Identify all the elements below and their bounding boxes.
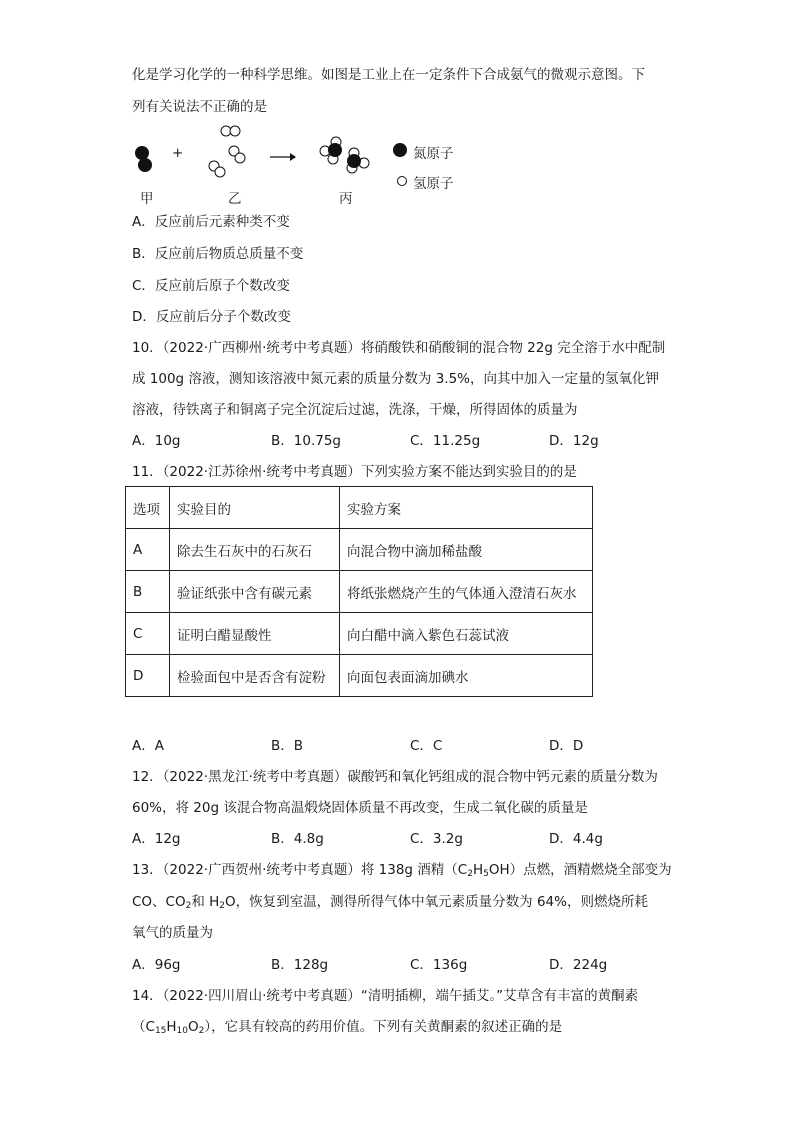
q14-subscript: 10 xyxy=(176,1026,188,1036)
row-d-plan: 向面包表面滴加碘水 xyxy=(340,655,593,697)
q11-option-c: C．C xyxy=(410,738,443,754)
ammonia-synthesis-diagram xyxy=(120,120,480,210)
q13-option-d: D．224g xyxy=(549,957,608,973)
legend-hydrogen-label: 氢原子 xyxy=(413,176,454,192)
q10-option-a: A．10g xyxy=(132,433,181,449)
q9-option-c: C．反应前后原子个数改变 xyxy=(132,278,290,294)
q13-subscript: 2 xyxy=(219,901,226,911)
q11-option-d: D．D xyxy=(549,738,584,754)
q9-stem-line1: 化是学习化学的一种科学思维。如图是工业上在一定条件下合成氨气的微观示意图。下 xyxy=(132,67,645,83)
row-a-plan: 向混合物中滴加稀盐酸 xyxy=(340,529,593,571)
row-b-plan: 将纸张燃烧产生的气体通入澄清石灰水 xyxy=(340,571,593,613)
q11-option-b: B．B xyxy=(271,738,304,754)
q12-option-d: D．4.4g xyxy=(549,831,603,847)
header-purpose: 实验目的 xyxy=(170,487,340,529)
q13-stem-line1 xyxy=(132,861,672,879)
q12-option-b: B．4.8g xyxy=(271,831,324,847)
q13-subscript: 2 xyxy=(467,869,473,879)
q13-line1-text-e: OH）点燃，酒精燃烧全部变为 xyxy=(488,862,672,878)
q13-line2-text-a: CO、CO xyxy=(132,894,186,910)
q12-option-a: A．12g xyxy=(132,831,181,847)
q9-stem-line2: 列有关说法不正确的是 xyxy=(132,99,267,115)
q14-stem-line2 xyxy=(132,1018,562,1036)
ammonia-molecules-icon xyxy=(320,137,369,173)
q12-stem-line1: 12．（2022·黑龙江·统考中考真题）碳酸钙和氧化钙组成的混合物中钙元素的质量分数为 xyxy=(132,769,658,785)
q11-option-a: A．A xyxy=(132,738,164,754)
q13-subscript: 5 xyxy=(483,869,489,879)
q13-line2-text-c: 和 H xyxy=(191,894,220,910)
q10-option-d: D．12g xyxy=(549,433,599,449)
q13-subscript: 2 xyxy=(185,901,192,911)
q13-line1-text-c: H xyxy=(472,862,484,878)
q10-option-b: B．10.75g xyxy=(271,433,341,449)
row-a-option: A xyxy=(126,529,170,571)
header-option: 选项 xyxy=(126,487,170,529)
q10-option-c: C．11.25g xyxy=(410,433,481,449)
q9-option-d: D．反应前后分子个数改变 xyxy=(132,309,291,325)
q14-line2-text-a: （C xyxy=(132,1019,155,1035)
table-header-row xyxy=(126,487,593,529)
legend-nitrogen-label: 氮原子 xyxy=(413,146,454,162)
table-row xyxy=(126,529,593,571)
header-plan: 实验方案 xyxy=(340,487,593,529)
q14-line2-text-e: O xyxy=(188,1019,199,1035)
q9-option-b: B．反应前后物质总质量不变 xyxy=(132,246,304,262)
q13-line2-text-e: O，恢复到室温，测得所得气体中氧元素质量分数为 64%，则燃烧所耗 xyxy=(225,894,648,910)
row-c-plan: 向白醋中滴入紫色石蕊试液 xyxy=(340,613,593,655)
row-b-option: B xyxy=(126,571,170,613)
q10-stem-line3: 溶液，待铁离子和铜离子完全沉淀后过滤，洗涤，干燥，所得固体的质量为 xyxy=(132,402,578,418)
q13-line1-text-a: 13．（2022·广西贺州·统考中考真题）将 138g 酒精（C xyxy=(132,862,468,878)
q10-stem-line2: 成 100g 溶液，测知该溶液中氮元素的质量分数为 3.5%，向其中加入一定量的氢氧化钾 xyxy=(132,371,660,387)
label-yi: 乙 xyxy=(228,191,242,207)
plus-sign: + xyxy=(172,145,184,161)
q9-option-a: A．反应前后元素种类不变 xyxy=(132,214,290,230)
hydrogen-atom-legend-icon xyxy=(398,177,407,186)
row-c-purpose: 证明白醋显酸性 xyxy=(170,613,340,655)
row-b-purpose: 验证纸张中含有碳元素 xyxy=(170,571,340,613)
q14-subscript: 15 xyxy=(154,1026,167,1036)
q14-stem-line1: 14．（2022·四川眉山·统考中考真题）“清明插柳，端午插艾。”艾草含有丰富的黄酮素 xyxy=(132,988,639,1004)
label-jia: 甲 xyxy=(140,191,154,207)
q13-option-b: B．128g xyxy=(271,957,329,973)
row-a-purpose: 除去生石灰中的石灰石 xyxy=(170,529,340,571)
molecule-diagram-svg xyxy=(120,120,480,210)
q14-line2-text-c: H xyxy=(166,1019,177,1035)
nitrogen-atom-legend-icon xyxy=(393,143,407,157)
q12-option-c: C．3.2g xyxy=(410,831,463,847)
q12-stem-line2: 60%，将 20g 该混合物高温煅烧固体质量不再改变，生成二氧化碳的质量是 xyxy=(132,800,588,816)
q13-stem-line3: 氧气的质量为 xyxy=(132,925,213,941)
label-bing: 丙 xyxy=(339,191,353,207)
nitrogen-molecule-icon xyxy=(135,146,152,172)
row-d-purpose: 检验面包中是否含有淀粉 xyxy=(170,655,340,697)
table-row xyxy=(126,571,593,613)
table-row xyxy=(126,613,593,655)
row-c-option: C xyxy=(126,613,170,655)
q14-subscript: 2 xyxy=(198,1026,205,1036)
q10-stem-line1: 10．（2022·广西柳州·统考中考真题）将硝酸铁和硝酸铜的混合物 22g 完全溶于水中配制 xyxy=(132,340,666,356)
q11-stem: 11．（2022·江苏徐州·统考中考真题）下列实验方案不能达到实验目的的是 xyxy=(132,464,577,480)
q13-option-c: C．136g xyxy=(410,957,468,973)
q11-table xyxy=(125,486,593,697)
row-d-option: D xyxy=(126,655,170,697)
reaction-arrow-icon xyxy=(270,153,296,161)
q13-option-a: A．96g xyxy=(132,957,181,973)
table-row xyxy=(126,655,593,697)
q13-stem-line2 xyxy=(132,893,648,911)
hydrogen-molecules-icon xyxy=(209,126,245,177)
q14-line2-text-g: ），它具有较高的药用价值。下列有关黄酮素的叙述正确的是 xyxy=(204,1019,563,1035)
